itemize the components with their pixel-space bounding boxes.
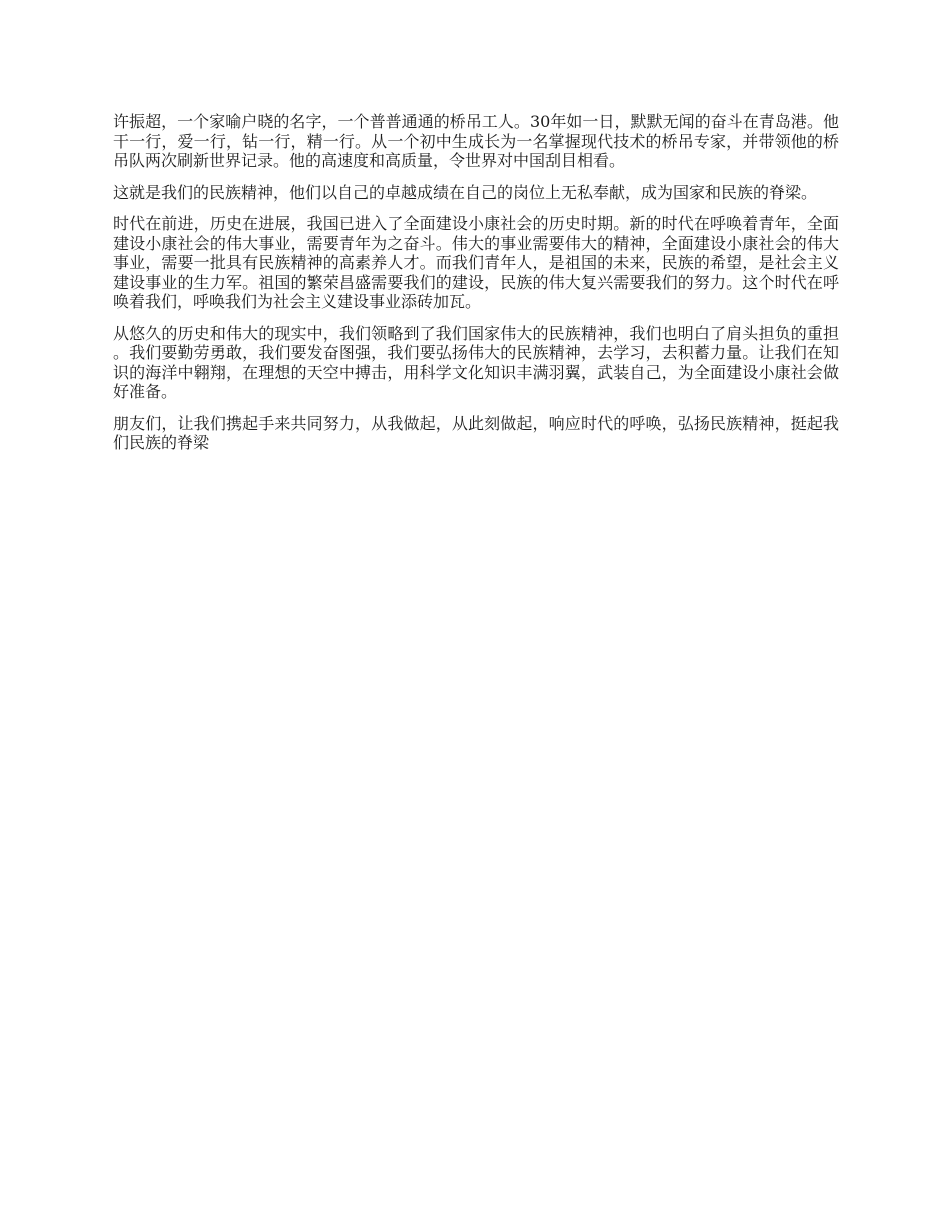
paragraph-5: 朋友们，让我们携起手来共同努力，从我做起，从此刻做起，响应时代的呼唤，弘扬民族精神，挺起我们民族的脊梁 (113, 413, 839, 452)
document-body (113, 112, 839, 465)
paragraph-3: 时代在前进，历史在进展，我国已进入了全面建设小康社会的历史时期。新的时代在呼唤着青年，全面建设小康社会的伟大事业，需要青年为之奋斗。伟大的事业需要伟大的精神，全面建设小康社会的伟大事业，需要一批具有民族精神的高素养人才。而我们青年人，是祖国的未来，民族的希望，是社会主义建设事业的生力军。祖国的繁荣昌盛需要我们的建设，民族的伟大复兴需要我们的努力。这个时代在呼唤着我们，呼唤我们为社会主义建设事业添砖加瓦。 (113, 214, 839, 311)
paragraph-1: 许振超，一个家喻户晓的名字，一个普普通通的桥吊工人。30年如一日，默默无闻的奋斗在青岛港。他干一行，爱一行，钻一行，精一行。从一个初中生成长为一名掌握现代技术的桥吊专家，并带领他的桥吊队两次刷新世界记录。他的高速度和高质量，令世界对中国刮目相看。 (113, 112, 839, 170)
paragraph-2: 这就是我们的民族精神，他们以自己的卓越成绩在自己的岗位上无私奉献，成为国家和民族的脊梁。 (113, 182, 818, 202)
paragraph-4: 从悠久的历史和伟大的现实中，我们领略到了我们国家伟大的民族精神，我们也明白了肩头担负的重担。我们要勤劳勇敢，我们要发奋图强，我们要弘扬伟大的民族精神，去学习，去积蓄力量。让我们在知识的海洋中翱翔，在理想的天空中搏击，用科学文化知识丰满羽翼，武装自己，为全面建设小康社会做好准备。 (113, 323, 839, 401)
